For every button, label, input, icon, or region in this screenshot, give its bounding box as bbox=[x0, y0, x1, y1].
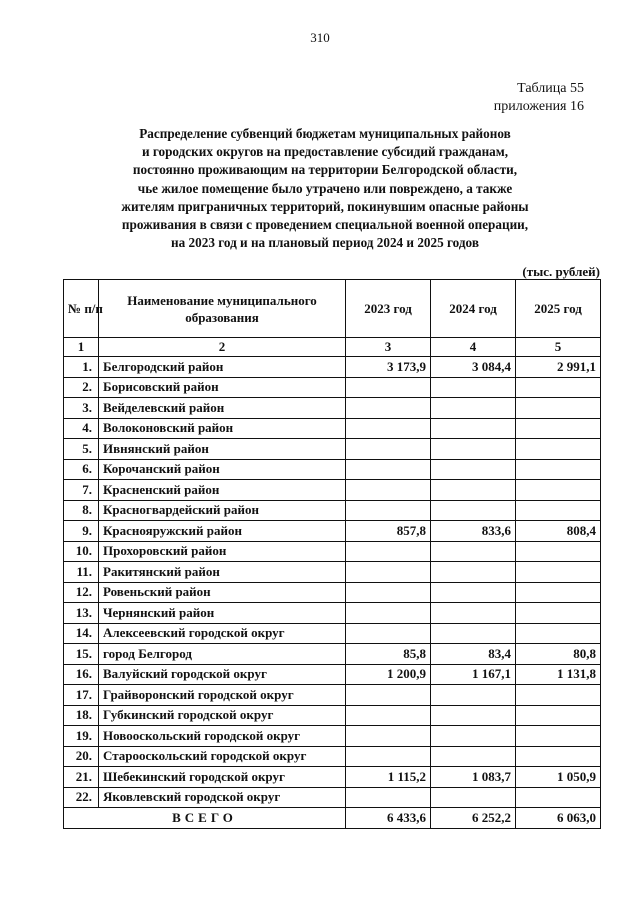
row-name: Чернянский район bbox=[99, 603, 346, 624]
row-index: 17. bbox=[64, 685, 99, 706]
row-name: Волоконовский район bbox=[99, 418, 346, 439]
row-value-2023 bbox=[346, 377, 431, 398]
table-row bbox=[64, 644, 601, 665]
row-name: Краснояружский район bbox=[99, 521, 346, 542]
row-value-2025 bbox=[516, 705, 601, 726]
row-index: 4. bbox=[64, 418, 99, 439]
table-row bbox=[64, 582, 601, 603]
caption-appendix: приложения 16 bbox=[493, 99, 584, 114]
row-name: Ракитянский район bbox=[99, 562, 346, 583]
column-number: 4 bbox=[431, 338, 516, 357]
row-value-2025: 80,8 bbox=[516, 644, 601, 665]
row-name: Губкинский городской округ bbox=[99, 705, 346, 726]
row-value-2025 bbox=[516, 746, 601, 767]
row-index: 3. bbox=[64, 398, 99, 419]
table-row bbox=[64, 603, 601, 624]
row-index: 12. bbox=[64, 582, 99, 603]
row-value-2023 bbox=[346, 603, 431, 624]
page-number: 310 bbox=[310, 30, 330, 45]
row-name: Красногвардейский район bbox=[99, 500, 346, 521]
row-value-2023: 1 115,2 bbox=[346, 767, 431, 788]
row-value-2023: 3 173,9 bbox=[346, 357, 431, 378]
table-row bbox=[64, 459, 601, 480]
document-title bbox=[60, 125, 590, 252]
row-value-2025 bbox=[516, 582, 601, 603]
row-value-2024 bbox=[431, 603, 516, 624]
row-value-2024: 83,4 bbox=[431, 644, 516, 665]
row-value-2024 bbox=[431, 500, 516, 521]
row-value-2025 bbox=[516, 439, 601, 460]
header-name: Наименование муниципального образования bbox=[99, 280, 346, 338]
row-value-2023 bbox=[346, 418, 431, 439]
table-row bbox=[64, 726, 601, 747]
row-value-2023 bbox=[346, 685, 431, 706]
column-numbers-row bbox=[64, 338, 601, 357]
row-index: 5. bbox=[64, 439, 99, 460]
row-value-2023 bbox=[346, 562, 431, 583]
row-name: Прохоровский район bbox=[99, 541, 346, 562]
row-index: 22. bbox=[64, 787, 99, 808]
row-index: 20. bbox=[64, 746, 99, 767]
row-value-2024 bbox=[431, 787, 516, 808]
row-name: Ровеньский район bbox=[99, 582, 346, 603]
row-value-2024 bbox=[431, 685, 516, 706]
row-value-2024 bbox=[431, 582, 516, 603]
row-name: Новооскольский городской округ bbox=[99, 726, 346, 747]
row-value-2025 bbox=[516, 418, 601, 439]
total-2024: 6 252,2 bbox=[431, 808, 516, 829]
total-2023: 6 433,6 bbox=[346, 808, 431, 829]
column-number: 2 bbox=[99, 338, 346, 357]
title-line: и городских округов на предоставление субсидий гражданам, bbox=[141, 144, 509, 160]
row-value-2023 bbox=[346, 439, 431, 460]
row-index: 19. bbox=[64, 726, 99, 747]
row-value-2023: 85,8 bbox=[346, 644, 431, 665]
row-value-2024: 3 084,4 bbox=[431, 357, 516, 378]
row-value-2024 bbox=[431, 459, 516, 480]
column-number: 5 bbox=[516, 338, 601, 357]
row-value-2025 bbox=[516, 787, 601, 808]
row-name: Грайворонский городской округ bbox=[99, 685, 346, 706]
table-row bbox=[64, 562, 601, 583]
header-2024: 2024 год bbox=[431, 280, 516, 338]
row-value-2025 bbox=[516, 500, 601, 521]
row-value-2025 bbox=[516, 603, 601, 624]
row-value-2024 bbox=[431, 398, 516, 419]
row-value-2024 bbox=[431, 746, 516, 767]
row-index: 8. bbox=[64, 500, 99, 521]
row-value-2023 bbox=[346, 500, 431, 521]
row-value-2023 bbox=[346, 726, 431, 747]
row-name: Белгородский район bbox=[99, 357, 346, 378]
table-row bbox=[64, 418, 601, 439]
row-index: 15. bbox=[64, 644, 99, 665]
row-value-2025 bbox=[516, 377, 601, 398]
row-value-2024 bbox=[431, 726, 516, 747]
caption-table-number: Таблица 55 bbox=[517, 81, 584, 96]
row-name: Валуйский городской округ bbox=[99, 664, 346, 685]
row-value-2023 bbox=[346, 459, 431, 480]
total-2025: 6 063,0 bbox=[516, 808, 601, 829]
row-name: Красненский район bbox=[99, 480, 346, 501]
table-caption bbox=[494, 80, 584, 116]
row-value-2025 bbox=[516, 541, 601, 562]
row-value-2023 bbox=[346, 541, 431, 562]
row-value-2023 bbox=[346, 705, 431, 726]
row-name: Корочанский район bbox=[99, 459, 346, 480]
row-value-2024: 1 167,1 bbox=[431, 664, 516, 685]
row-index: 11. bbox=[64, 562, 99, 583]
row-index: 2. bbox=[64, 377, 99, 398]
title-line: проживания в связи с проведением специальной военной операции, bbox=[121, 217, 529, 233]
row-index: 13. bbox=[64, 603, 99, 624]
header-2025: 2025 год bbox=[516, 280, 601, 338]
row-index: 1. bbox=[64, 357, 99, 378]
table-row bbox=[64, 521, 601, 542]
row-index: 16. bbox=[64, 664, 99, 685]
title-line: жителям приграничных территорий, покинувшим опасные районы bbox=[121, 198, 529, 214]
title-line: чье жилое помещение было утрачено или повреждено, а также bbox=[137, 180, 513, 196]
row-index: 14. bbox=[64, 623, 99, 644]
row-value-2025 bbox=[516, 480, 601, 501]
table-row bbox=[64, 787, 601, 808]
row-value-2025: 2 991,1 bbox=[516, 357, 601, 378]
row-name: Борисовский район bbox=[99, 377, 346, 398]
table-row bbox=[64, 500, 601, 521]
units-label: (тыс. рублей) bbox=[522, 264, 600, 279]
row-value-2024 bbox=[431, 541, 516, 562]
row-value-2023 bbox=[346, 787, 431, 808]
row-value-2023: 1 200,9 bbox=[346, 664, 431, 685]
table-row bbox=[64, 705, 601, 726]
title-line: Распределение субвенций бюджетам муниципальных районов bbox=[139, 126, 511, 141]
table-row bbox=[64, 767, 601, 788]
table-row bbox=[64, 746, 601, 767]
header-row bbox=[64, 280, 601, 338]
table-row bbox=[64, 480, 601, 501]
total-label: ВСЕГО bbox=[64, 808, 346, 829]
row-index: 7. bbox=[64, 480, 99, 501]
row-index: 18. bbox=[64, 705, 99, 726]
row-index: 6. bbox=[64, 459, 99, 480]
subvention-table bbox=[63, 279, 601, 829]
row-name: Старооскольский городской округ bbox=[99, 746, 346, 767]
row-value-2024 bbox=[431, 377, 516, 398]
title-line: постоянно проживающим на территории Белгородской области, bbox=[132, 162, 518, 178]
row-value-2025: 808,4 bbox=[516, 521, 601, 542]
row-value-2024 bbox=[431, 623, 516, 644]
table-row bbox=[64, 398, 601, 419]
title-line: на 2023 год и на плановый период 2024 и 2025 годов bbox=[171, 235, 479, 251]
column-number: 3 bbox=[346, 338, 431, 357]
row-value-2024: 1 083,7 bbox=[431, 767, 516, 788]
row-value-2025 bbox=[516, 623, 601, 644]
row-name: Алексеевский городской округ bbox=[99, 623, 346, 644]
row-value-2025: 1 131,8 bbox=[516, 664, 601, 685]
row-value-2025 bbox=[516, 562, 601, 583]
row-value-2025: 1 050,9 bbox=[516, 767, 601, 788]
row-value-2023 bbox=[346, 746, 431, 767]
row-value-2023 bbox=[346, 582, 431, 603]
row-name: Ивнянский район bbox=[99, 439, 346, 460]
row-name: Шебекинский городской округ bbox=[99, 767, 346, 788]
row-value-2023 bbox=[346, 480, 431, 501]
row-value-2024 bbox=[431, 418, 516, 439]
row-value-2024 bbox=[431, 562, 516, 583]
table-row bbox=[64, 623, 601, 644]
row-value-2025 bbox=[516, 459, 601, 480]
row-index: 10. bbox=[64, 541, 99, 562]
row-value-2023: 857,8 bbox=[346, 521, 431, 542]
header-2023: 2023 год bbox=[346, 280, 431, 338]
table-row bbox=[64, 664, 601, 685]
row-value-2025 bbox=[516, 685, 601, 706]
total-row bbox=[64, 808, 601, 829]
row-value-2023 bbox=[346, 623, 431, 644]
row-value-2024: 833,6 bbox=[431, 521, 516, 542]
row-name: Вейделевский район bbox=[99, 398, 346, 419]
table-row bbox=[64, 357, 601, 378]
row-value-2024 bbox=[431, 439, 516, 460]
row-value-2024 bbox=[431, 705, 516, 726]
row-index: 9. bbox=[64, 521, 99, 542]
row-index: 21. bbox=[64, 767, 99, 788]
table-row bbox=[64, 685, 601, 706]
table-row bbox=[64, 377, 601, 398]
table-row bbox=[64, 541, 601, 562]
row-value-2025 bbox=[516, 726, 601, 747]
row-value-2023 bbox=[346, 398, 431, 419]
row-name: Яковлевский городской округ bbox=[99, 787, 346, 808]
row-value-2025 bbox=[516, 398, 601, 419]
row-name: город Белгород bbox=[99, 644, 346, 665]
column-number: 1 bbox=[64, 338, 99, 357]
row-value-2024 bbox=[431, 480, 516, 501]
header-index: № п/п bbox=[64, 280, 99, 338]
table-row bbox=[64, 439, 601, 460]
